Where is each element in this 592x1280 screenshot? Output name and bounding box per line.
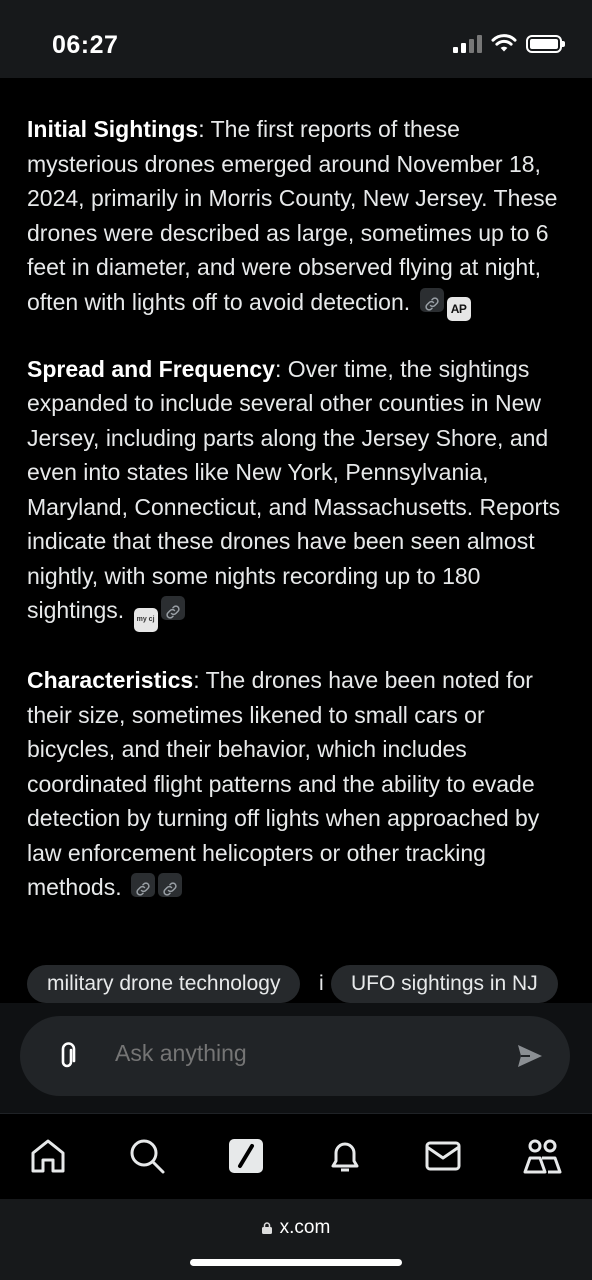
link-icon[interactable] (158, 873, 182, 897)
communities-icon[interactable] (522, 1136, 562, 1176)
grok-icon[interactable] (226, 1136, 266, 1176)
link-icon[interactable] (131, 873, 155, 897)
paragraph-heading: Initial Sightings (27, 116, 199, 142)
messages-icon[interactable] (423, 1136, 463, 1176)
lock-icon (262, 1222, 272, 1234)
suggestion-chip[interactable]: military drone technology (27, 965, 300, 1003)
composer (20, 1016, 570, 1096)
send-icon[interactable] (516, 1042, 544, 1070)
suggestion-chip[interactable]: UFO sightings in NJ (331, 965, 558, 1003)
paragraph-initial-sightings (27, 112, 567, 321)
ask-input[interactable] (115, 1040, 475, 1067)
paragraph-body: : Over time, the sightings expanded to include several other counties in New Jersey, including parts along the Jersey Shore, and even into states like New York, Pennsylvania, Maryland, Connecticut, and Massachusetts. Reports indicate that these drones have been seen almost nightly, with some nights recording up to 180 sightings. (27, 355, 561, 623)
home-icon[interactable] (28, 1136, 68, 1176)
link-icon[interactable] (161, 596, 185, 620)
home-indicator[interactable] (190, 1259, 402, 1266)
browser-url-bar[interactable] (0, 1199, 592, 1280)
paragraph-heading: Characteristics (27, 667, 194, 693)
attach-icon[interactable] (56, 1042, 78, 1070)
grok-response (27, 112, 567, 936)
link-icon[interactable] (420, 288, 444, 312)
status-bar (0, 0, 592, 78)
battery-icon (526, 35, 562, 53)
cellular-signal-icon (453, 35, 482, 53)
suggestion-chips (27, 965, 592, 1003)
source-badge-ap[interactable]: AP (447, 297, 471, 321)
search-icon[interactable] (127, 1136, 167, 1176)
paragraph-spread-frequency (27, 352, 567, 633)
wifi-icon (491, 34, 517, 53)
source-badge-mycj[interactable]: my cj (134, 608, 158, 632)
status-icons (453, 34, 562, 53)
paragraph-body: : The drones have been noted for their size, sometimes likened to small cars or bicycles, and their behavior, which includes coordinated flight patterns and the ability to evade detection by turning off lights when approached by law enforcement helicopters or other tracking methods. (27, 667, 540, 900)
status-time: 06:27 (52, 31, 119, 59)
address[interactable] (0, 1217, 592, 1239)
notifications-icon[interactable] (325, 1136, 365, 1176)
paragraph-body: : The first reports of these mysterious drones emerged around November 18, 2024, primarily in Morris County, New Jersey. These drones were described as large, sometimes up to 6 feet in diameter, and were observed flying at night, often with lights off to avoid detection. (27, 116, 558, 315)
suggestion-chip-partial[interactable]: i (319, 972, 324, 995)
paragraph-characteristics (27, 663, 567, 905)
paragraph-heading: Spread and Frequency (27, 355, 275, 382)
url-text: x.com (279, 1217, 331, 1238)
bottom-navigation (0, 1113, 592, 1200)
